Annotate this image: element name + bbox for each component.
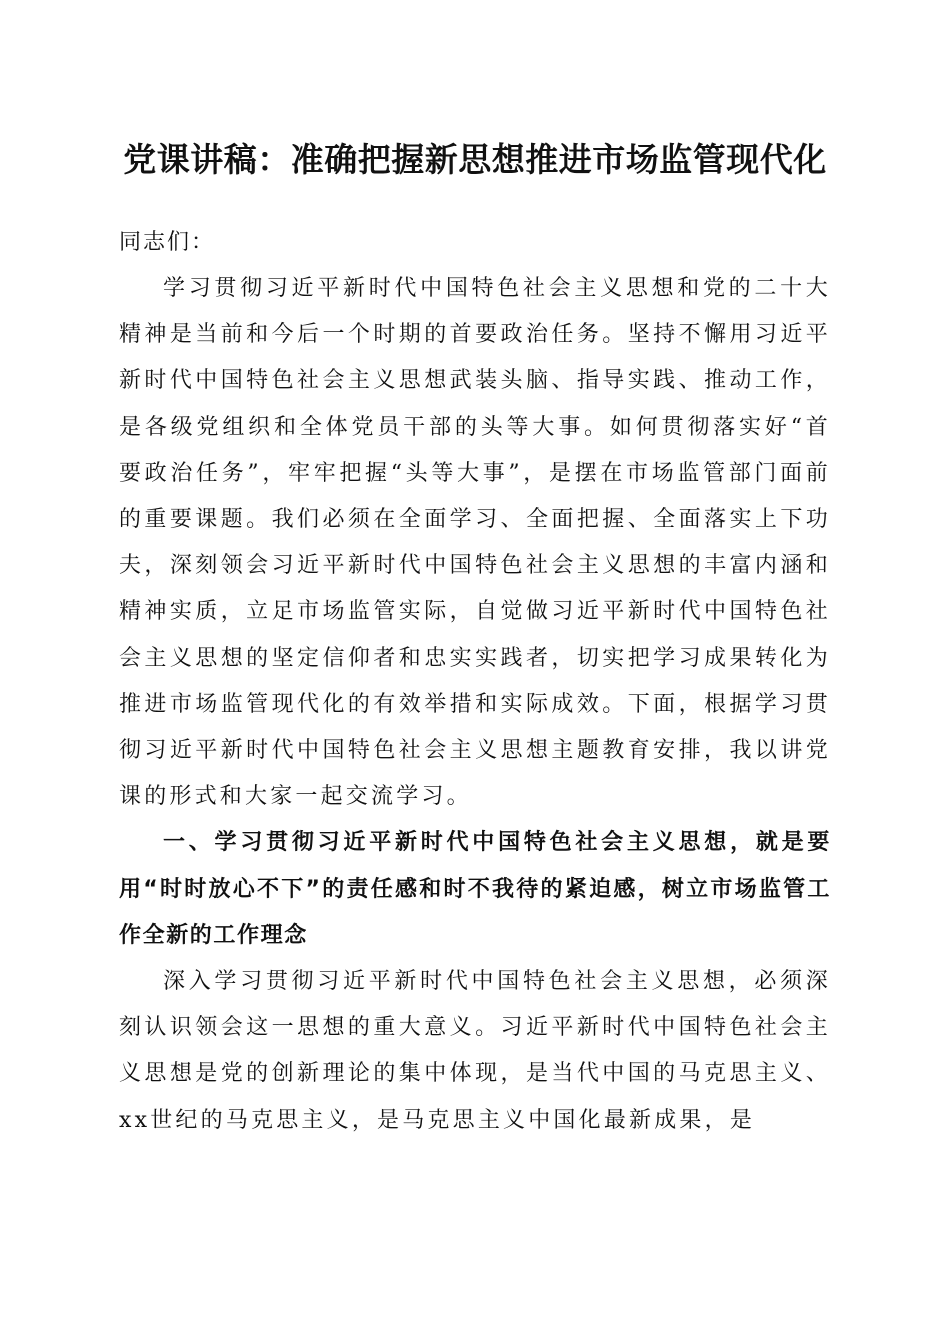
- document-title: 党课讲稿：准确把握新思想推进市场监管现代化: [123, 140, 827, 179]
- salutation: 同志们：: [119, 230, 216, 255]
- section-one-paragraph: 深入学习贯彻习近平新时代中国特色社会主义思想，必须深刻认识领会这一思想的重大意义。习近平新时代中国特色社会主义思想是党的创新理论的集中体现，是当代中国的马克思主义、xx世纪的马克思主义，是马克思主义中国化最新成果，是: [119, 969, 831, 1133]
- intro-paragraph: 学习贯彻习近平新时代中国特色社会主义思想和党的二十大精神是当前和今后一个时期的首要政治任务。坚持不懈用习近平新时代中国特色社会主义思想武装头脑、指导实践、推动工作，是各级党组织和全体党员干部的头等大事。如何贯彻落实好“首要政治任务”，牢牢把握“头等大事”，是摆在市场监管部门面前的重要课题。我们必须在全面学习、全面把握、全面落实上下功夫，深刻领会习近平新时代中国特色社会主义思想的丰富内涵和精神实质，立足市场监管实际，自觉做习近平新时代中国特色社会主义思想的坚定信仰者和忠实实践者，切实把学习成果转化为推进市场监管现代化的有效举措和实际成效。下面，根据学习贯彻习近平新时代中国特色社会主义思想主题教育安排，我以讲党课的形式和大家一起交流学习。: [119, 276, 831, 810]
- document-page: [119, 136, 831, 1144]
- section-one-heading: 一、学习贯彻习近平新时代中国特色社会主义思想，就是要用“时时放心不下”的责任感和时不我待的紧迫感，树立市场监管工作全新的工作理念: [119, 830, 831, 948]
